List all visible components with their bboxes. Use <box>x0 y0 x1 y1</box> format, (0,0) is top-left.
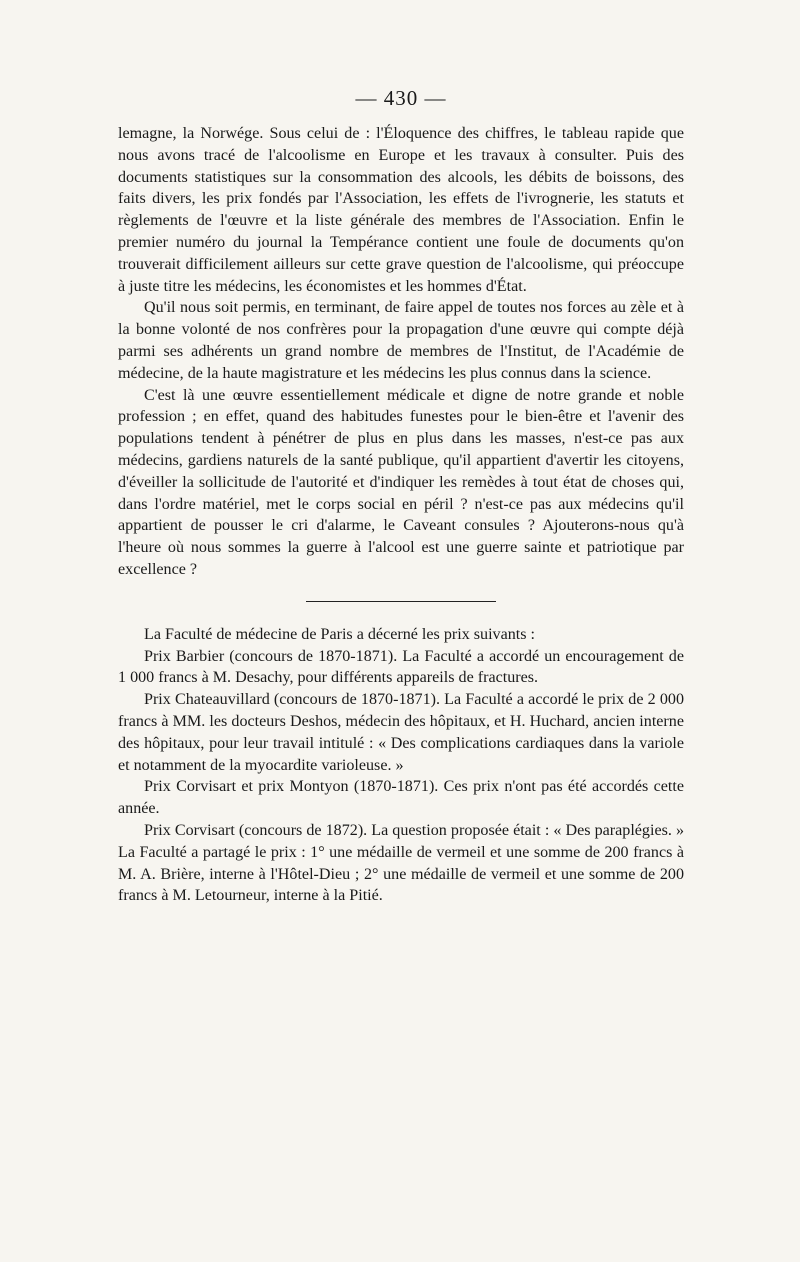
paragraph-5: Prix Barbier (concours de 1870-1871). La Faculté a accordé un encouragement de 1 000 francs à M. Desachy, pour différents appareils de fractures. <box>118 647 684 687</box>
paragraph-8: Prix Corvisart (concours de 1872). La question proposée était : « Des paraplégies. » La Faculté a partagé le prix : 1° une médaille de vermeil et une somme de 200 francs à M. A. Brière, interne à l'Hôtel-Dieu ; 2° une médaille de vermeil et une somme de 200 francs à M. Letourneur, interne à la Pitié. <box>118 821 684 905</box>
paragraph-6: Prix Chateauvillard (concours de 1870-1871). La Faculté a accordé le prix de 2 000 francs à MM. les docteurs Deshos, médecin des hôpitaux, et H. Huchard, ancien interne des hôpitaux, pour leur travail intitulé : « Des complications cardiaques dans la variole et notamment de la myocardite varioleuse. » <box>118 691 684 774</box>
paragraph-4: La Faculté de médecine de Paris a décerné les prix suivants : <box>144 625 536 643</box>
section-divider <box>306 601 496 602</box>
paragraph-1: lemagne, la Norwége. Sous celui de : l'Éloquence des chiffres, le tableau rapide que nous avons tracé de l'alcoolisme en Europe et les travaux à consulter. Puis des documents statistiques sur la consommation des alcools, les débits de boissons, des faits divers, les prix fondés par l'Association, les effets de l'ivrognerie, les statuts et règlements de l'œuvre et la liste générale des membres de l'Association. Enfin le premier numéro du journal la Tempérance contient une foule de documents qu'on trouverait difficilement ailleurs sur cette grave question de l'alcoolisme, qui préoccupe à juste titre les médecins, les économistes et les hommes d'État. <box>118 125 684 295</box>
book-page <box>118 86 684 907</box>
paragraph-7: Prix Corvisart et prix Montyon (1870-1871). Ces prix n'ont pas été accordés cette année. <box>118 778 684 818</box>
paragraph-3: C'est là une œuvre essentiellement médicale et digne de notre grande et noble profession ; en effet, quand des habitudes funestes pour le bien-être et l'avenir des populations tendent à pénétrer de plus en plus dans les masses, n'est-ce pas aux médecins, gardiens naturels de la santé publique, qu'il appartient d'avertir les citoyens, d'éveiller la sollicitude de l'autorité et d'indiquer les remèdes à tout état de choses qui, dans l'ordre matériel, met le corps social en péril ? n'est-ce pas aux médecins qu'il appartient de pousser le cri d'alarme, le Caveant consules ? Ajouterons-nous qu'à l'heure où nous sommes la guerre à l'alcool est une guerre sainte et patriotique par excellence ? <box>118 386 684 578</box>
paragraph-2: Qu'il nous soit permis, en terminant, de faire appel de toutes nos forces au zèle et à la bonne volonté de nos confrères pour la propagation d'une œuvre qui compte déjà parmi ses adhérents un grand nombre de membres de l'Institut, de l'Académie de médecine, de la haute magistrature et les médecins les plus connus dans la science. <box>118 299 684 382</box>
page-number: — 430 — <box>355 86 447 110</box>
